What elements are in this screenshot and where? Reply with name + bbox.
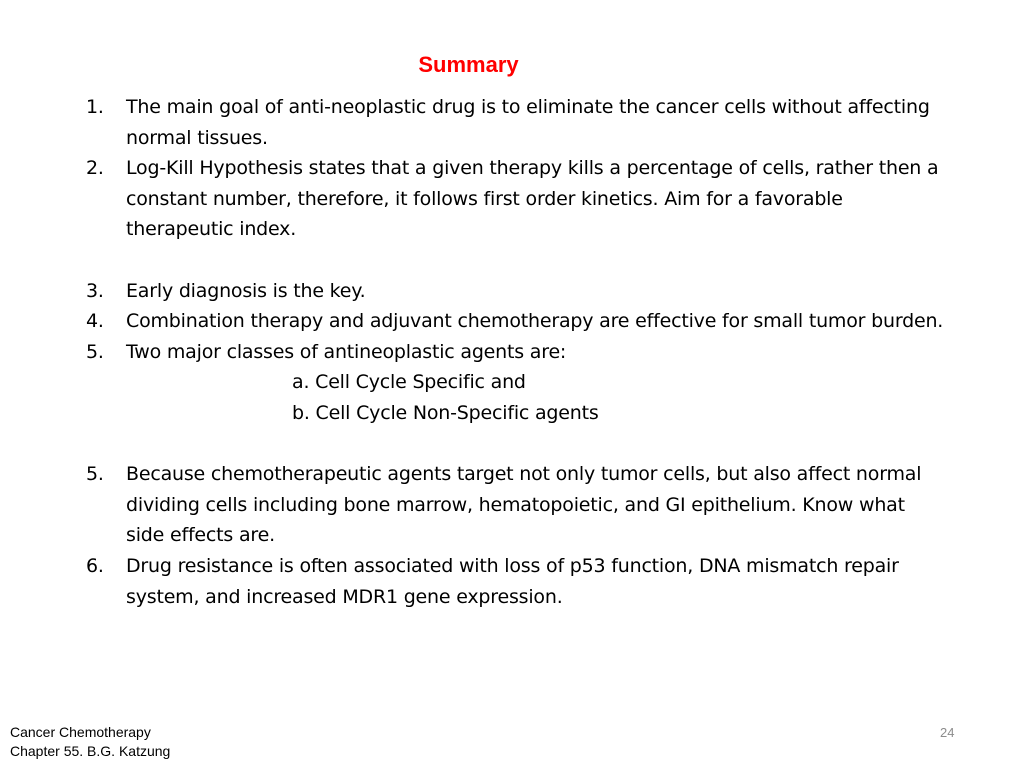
slide-title: Summary <box>418 52 519 77</box>
footer-citation <box>10 723 170 761</box>
spacer <box>86 429 946 460</box>
item-number: 2. <box>86 157 104 180</box>
item-text: Drug resistance is often associated with loss of p53 function, DNA mismatch repair system, and increased MDR1 gene expression. <box>126 554 899 608</box>
spacer <box>86 245 946 276</box>
item-text: The main goal of anti-neoplastic drug is to eliminate the cancer cells without affecting normal tissues. <box>126 96 930 149</box>
list-item <box>86 153 946 245</box>
page-number: 24 <box>940 725 955 740</box>
item-number: 6. <box>86 554 104 577</box>
item-number: 4. <box>86 310 104 333</box>
footer-source: Chapter 55. B.G. Katzung <box>10 743 171 759</box>
list-item <box>86 276 946 307</box>
item-text: Early diagnosis is the key. <box>126 279 366 302</box>
list-item <box>86 551 946 612</box>
item-number: 1. <box>86 96 104 118</box>
list-item <box>86 92 946 153</box>
list-item <box>86 459 946 551</box>
item-number: 3. <box>86 279 104 302</box>
item-number: 5. <box>86 463 104 486</box>
list-item <box>86 306 946 337</box>
footer-course-title: Cancer Chemotherapy <box>10 724 151 740</box>
list-item <box>86 337 946 368</box>
item-number: 5. <box>86 340 104 363</box>
item-text: Combination therapy and adjuvant chemotherapy are effective for small tumor burden. <box>126 310 944 333</box>
sub-item-cell-cycle-non-specific: b. Cell Cycle Non-Specific agents <box>292 401 599 424</box>
item-text: Because chemotherapeutic agents target not only tumor cells, but also affect normal dividing cells including bone marrow, hematopoietic, and GI epithelium. Know what side effects are. <box>126 463 922 547</box>
sub-item-cell-cycle-specific: a. Cell Cycle Specific and <box>292 371 526 394</box>
item-text: Two major classes of antineoplastic agents are: <box>126 340 567 363</box>
summary-list <box>86 92 946 612</box>
item-text: Log-Kill Hypothesis states that a given therapy kills a percentage of cells, rather then a constant number, therefore, it follows first order kinetics. Aim for a favorable therapeutic index. <box>126 157 939 241</box>
